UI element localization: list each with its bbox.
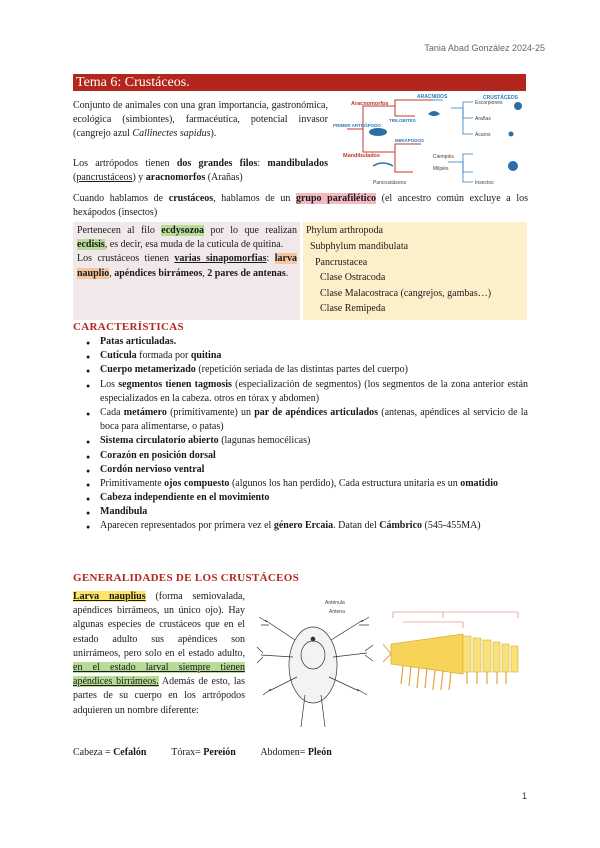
taxonomy-line: Subphylum mandibulata [310,241,409,252]
tree-label-mandibulados: Mandibulados [343,153,380,159]
tree-label-root: PRIMER ARTRÓPODO [333,123,381,128]
list-item: ● Sistema circulatorio abierto (lagunas hemocélicas) [73,434,528,448]
tree-label-esc: Escorpiones [475,100,503,106]
list-item: ● Aparecen representados por primera vez el género Ercaia. Datan del Cámbrico (545-455MA) [73,519,528,533]
taxonomy-line: Clase Remipeda [320,303,386,314]
body-parts-line: Cabeza = Cefalón Tórax= Pereión Abdomen= Pleón [73,747,332,758]
tree-label-aca: Arañas [475,116,491,122]
list-item: ● Cabeza independiente en el movimiento [73,491,528,505]
tree-label-pan: Pancrustáceos [373,180,407,186]
tree-label-trilobites: TRILOBITES [389,118,416,123]
header-author: Tania Abad González 2024-25 [424,43,545,53]
list-item: ● Cada metámero (primitivamente) un par de apéndices articulados (antenas, apéndices al servicio de la boca para alimentarse, o patas) [73,406,528,434]
tree-label-mil: Milpiés [433,166,449,172]
characteristics-list [73,335,528,534]
generalities-title: GENERALIDADES DE LOS CRUSTÁCEOS [73,572,299,584]
intro-paragraph: Conjunto de animales con una gran importancia, gastronómica, ecológica (simbiontes), farmacéutica, potencial invasor (cangrejo azul Callinectes sapidus). [73,100,328,140]
list-item: ● Cutícula formada por quitina [73,349,528,363]
list-item: ● Patas articuladas. [73,335,528,349]
list-item: ● Primitivamente ojos compuesto (algunos los han perdido), Cada estructura unitaria es un omatidio [73,477,528,491]
list-item: ● Mandíbula [73,505,528,519]
blue-crab-icon [508,161,518,171]
tree-label-vel: Ciempiés [433,154,454,160]
taxonomy-line: Clase Malacostraca (cangrejos, gambas…) [320,288,492,299]
tree-label-crustaceans: CRUSTÁCEOS [483,95,519,101]
taxonomy-line: Pancrustacea [315,257,368,268]
nauplius-label-antennule: Anténula [325,600,345,606]
tree-label-cien: Ácaros [475,132,491,138]
list-item: ● Corazón en posición dorsal [73,449,528,463]
nauplius-illustration [255,595,375,735]
taxonomy-line: Phylum arthropoda [306,225,383,236]
trilobite-icon [369,128,387,136]
arthropods-paragraph: Los artrópodos tienen dos grandes filos: mandibulados (pancrustáceos) y aracnomorfos (Arañas) [73,158,329,184]
tree-label-myriapods: MIRIÁPODOS [395,138,425,143]
phylogeny-diagram [333,94,528,186]
ecdysozoa-paragraph: Pertenecen al filo ecdysozoa por lo que realizan ecdisis, es decir, esa muda de la cutícula de quitina. Los crustáceos tienen varias sinapomorfias: larva nauplio, apéndices birrámeos, 2 pares de antenas. [77,225,297,279]
list-item: ● Los segmentos tienen tagmosis (especialización de segmentos) (los segmentos de la zona anterior están especializados en la cabeza. otros en tórax y abdomen) [73,378,528,406]
tree-label-ins: Insectos [475,180,494,186]
taxonomy-line: Clase Ostracoda [320,272,386,283]
list-item: ● Cuerpo metamerizado (repetición seriada de las distintas partes del cuerpo) [73,363,528,377]
spider-icon [509,132,514,137]
nauplius-label-antenna: Antena [329,609,345,615]
page-number: 1 [521,791,527,801]
generalities-paragraph: Larva nauplius (forma semiovalada, apéndices birrámeos, un único ojo). Hay algunas especies de crustáceos que en el estado adulto sus apéndices son unirrámeos, pero solo en el estado adulto, en el estado larval siempre tienen apéndices birrámeos. Además de esto, las partes de su cuerpo en los artrópodos adquieren un nombre diferente: [73,591,245,716]
tree-label-arachnids: ARÁCNIDOS [417,94,448,100]
tree-label-aracnomorfos: Aracnomorfos [351,101,389,107]
page-title: Tema 6: Crustáceos. [73,74,526,91]
paraphyletic-paragraph: Cuando hablamos de crustáceos, hablamos de un grupo parafilético (el ancestro común excluye a los hexápodos (insectos) [73,193,529,219]
shrimp-segments-diagram [383,604,528,699]
characteristics-title: CARACTERÍSTICAS [73,321,184,333]
list-item: ● Cordón nervioso ventral [73,463,528,477]
crab-icon [514,102,522,110]
